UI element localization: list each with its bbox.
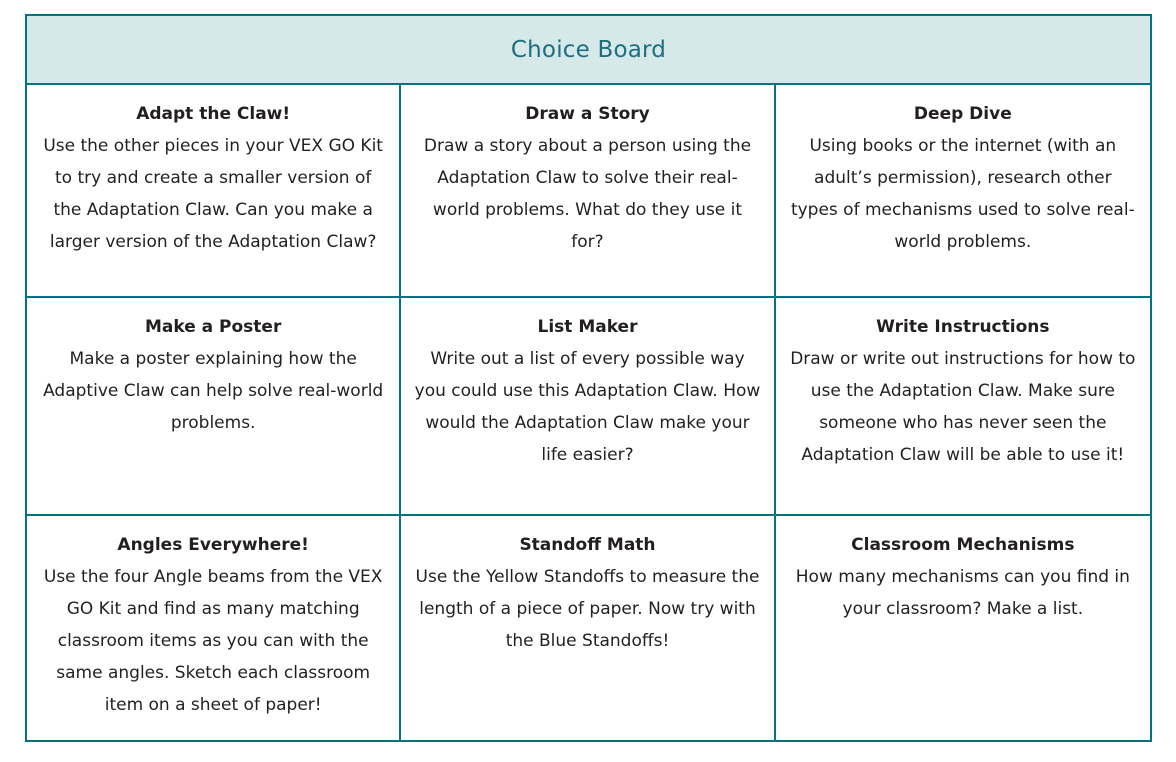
- cell-body: Make a poster explaining how the Adaptive Claw can help solve real-world problems.: [43, 349, 384, 433]
- cell-title: Draw a Story: [525, 104, 650, 124]
- cell-body: Using books or the internet (with an adult’s permission), research other types of mechanisms used to solve real-world problems.: [790, 136, 1135, 252]
- choice-cell-adapt-the-claw: [27, 85, 401, 298]
- cell-title: Write Instructions: [876, 317, 1050, 337]
- choice-cell-classroom-mechanisms: [776, 516, 1150, 740]
- page-title: Choice Board: [510, 36, 667, 63]
- choice-cell-make-a-poster: [27, 298, 401, 516]
- cell-body: Draw a story about a person using the Adaptation Claw to solve their real-world problems. What do they use it for?: [423, 136, 752, 252]
- choice-cell-write-instructions: [776, 298, 1150, 516]
- choice-board-header: [27, 16, 1150, 85]
- choice-cell-angles-everywhere: [27, 516, 401, 740]
- cell-body: Draw or write out instructions for how to use the Adaptation Claw. Make sure someone who has never seen the Adaptation Claw will be able to use it!: [790, 349, 1136, 465]
- cell-body: Use the four Angle beams from the VEX GO Kit and find as many matching classroom items as you can with the same angles. Sketch each classroom item on a sheet of paper!: [43, 567, 383, 715]
- cell-title: Angles Everywhere!: [117, 535, 309, 555]
- cell-title: Deep Dive: [913, 104, 1012, 124]
- cell-body: Write out a list of every possible way you could use this Adaptation Claw. How would the Adaptation Claw make your life easier?: [414, 349, 761, 465]
- cell-title: Classroom Mechanisms: [851, 535, 1075, 555]
- cell-body: Use the Yellow Standoffs to measure the length of a piece of paper. Now try with the Blue Standoffs!: [415, 567, 760, 651]
- cell-title: Adapt the Claw!: [136, 104, 291, 124]
- cell-body: Use the other pieces in your VEX GO Kit to try and create a smaller version of the Adaptation Claw. Can you make a larger version of the Adaptation Claw?: [43, 136, 383, 252]
- choice-cell-draw-a-story: [401, 85, 775, 298]
- cell-title: Standoff Math: [519, 535, 656, 555]
- choice-cell-deep-dive: [776, 85, 1150, 298]
- cell-title: Make a Poster: [144, 317, 282, 337]
- choice-board-table: [25, 14, 1152, 742]
- choice-cell-list-maker: [401, 298, 775, 516]
- cell-body: How many mechanisms can you find in your classroom? Make a list.: [795, 567, 1130, 619]
- choice-cell-standoff-math: [401, 516, 775, 740]
- cell-title: List Maker: [537, 317, 638, 337]
